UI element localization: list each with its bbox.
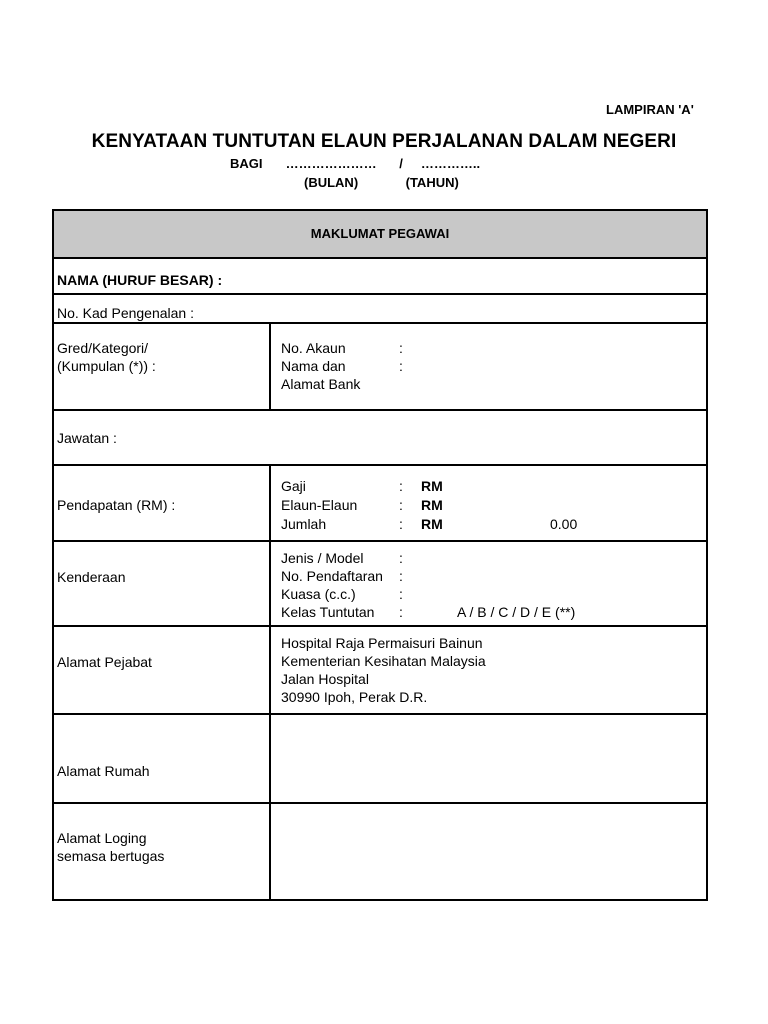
jumlah-value: 0.00 bbox=[550, 516, 578, 532]
pejabat-line2: Kementerian Kesihatan Malaysia bbox=[281, 653, 486, 669]
jumlah-colon: : bbox=[399, 516, 403, 532]
elaun-label: Elaun-Elaun bbox=[281, 497, 358, 513]
nama-label: NAMA (HURUF BESAR) : bbox=[57, 272, 223, 288]
alamat-loging-label-line1: Alamat Loging bbox=[57, 830, 147, 846]
kelas-options: A / B / C / D / E (**) bbox=[457, 604, 576, 620]
lampiran-label: LAMPIRAN 'A' bbox=[606, 102, 694, 117]
nama-bank-label: Nama dan bbox=[281, 358, 346, 374]
jenis-colon: : bbox=[399, 550, 403, 566]
elaun-colon: : bbox=[399, 497, 403, 513]
row-divider bbox=[54, 802, 706, 804]
jumlah-label: Jumlah bbox=[281, 516, 327, 532]
row-divider bbox=[54, 322, 706, 324]
row-divider bbox=[54, 464, 706, 466]
form-header: MAKLUMAT PEGAWAI bbox=[310, 226, 450, 241]
elaun-row bbox=[281, 496, 443, 514]
year-blank: ………….. bbox=[420, 156, 481, 171]
pendaftaran-colon: : bbox=[399, 568, 403, 584]
gred-label-line2: (Kumpulan (*)) : bbox=[57, 358, 156, 374]
akaun-label: No. Akaun bbox=[281, 340, 346, 356]
alamat-bank-label: Alamat Bank bbox=[281, 376, 361, 392]
column-divider bbox=[269, 322, 271, 409]
period-sublabels bbox=[304, 175, 459, 190]
bank-nama-row bbox=[281, 357, 403, 375]
row-divider bbox=[54, 409, 706, 411]
gred-label-line1: Gred/Kategori/ bbox=[57, 340, 149, 356]
nama-bank-colon: : bbox=[399, 358, 403, 374]
period-row bbox=[230, 156, 480, 171]
row-divider bbox=[54, 257, 706, 259]
month-label: (BULAN) bbox=[304, 175, 359, 190]
jawatan-label: Jawatan : bbox=[57, 430, 117, 446]
bagi-label: BAGI bbox=[230, 156, 263, 171]
month-blank: ………………… bbox=[285, 156, 377, 171]
year-label: (TAHUN) bbox=[405, 175, 459, 190]
pendapatan-label: Pendapatan (RM) : bbox=[57, 497, 176, 513]
gaji-currency: RM bbox=[421, 478, 443, 494]
alamat-rumah-label: Alamat Rumah bbox=[57, 763, 150, 779]
bank-akaun-row bbox=[281, 339, 403, 357]
jenis-label: Jenis / Model bbox=[281, 550, 364, 566]
row-divider bbox=[54, 293, 706, 295]
pendaftaran-label: No. Pendaftaran bbox=[281, 568, 383, 584]
elaun-currency: RM bbox=[421, 497, 443, 513]
gaji-row bbox=[281, 477, 443, 495]
pendaftaran-row bbox=[281, 567, 403, 585]
kuasa-label: Kuasa (c.c.) bbox=[281, 586, 356, 602]
column-divider bbox=[269, 464, 271, 899]
kuasa-colon: : bbox=[399, 586, 403, 602]
row-divider bbox=[54, 625, 706, 627]
document-title: KENYATAAN TUNTUTAN ELAUN PERJALANAN DALAM NEGERI bbox=[91, 131, 677, 152]
alamat-loging-label-line2: semasa bertugas bbox=[57, 848, 165, 864]
gaji-label: Gaji bbox=[281, 478, 306, 494]
kelas-colon: : bbox=[399, 604, 403, 620]
row-divider bbox=[54, 713, 706, 715]
officer-info-form bbox=[52, 209, 708, 901]
pejabat-line4: 30990 Ipoh, Perak D.R. bbox=[281, 689, 428, 705]
period-separator: / bbox=[399, 156, 403, 171]
kuasa-row bbox=[281, 585, 403, 603]
jumlah-currency: RM bbox=[421, 516, 443, 532]
akaun-colon: : bbox=[399, 340, 403, 356]
kelas-label: Kelas Tuntutan bbox=[281, 604, 375, 620]
alamat-pejabat-label: Alamat Pejabat bbox=[57, 654, 152, 670]
kelas-row bbox=[281, 603, 575, 621]
jenis-row bbox=[281, 549, 403, 567]
row-divider bbox=[54, 540, 706, 542]
gaji-colon: : bbox=[399, 478, 403, 494]
kad-pengenalan-label: No. Kad Pengenalan : bbox=[57, 305, 194, 321]
pejabat-line3: Jalan Hospital bbox=[281, 671, 369, 687]
pejabat-line1: Hospital Raja Permaisuri Bainun bbox=[281, 635, 483, 651]
kenderaan-label: Kenderaan bbox=[57, 569, 126, 585]
jumlah-row bbox=[281, 515, 443, 533]
